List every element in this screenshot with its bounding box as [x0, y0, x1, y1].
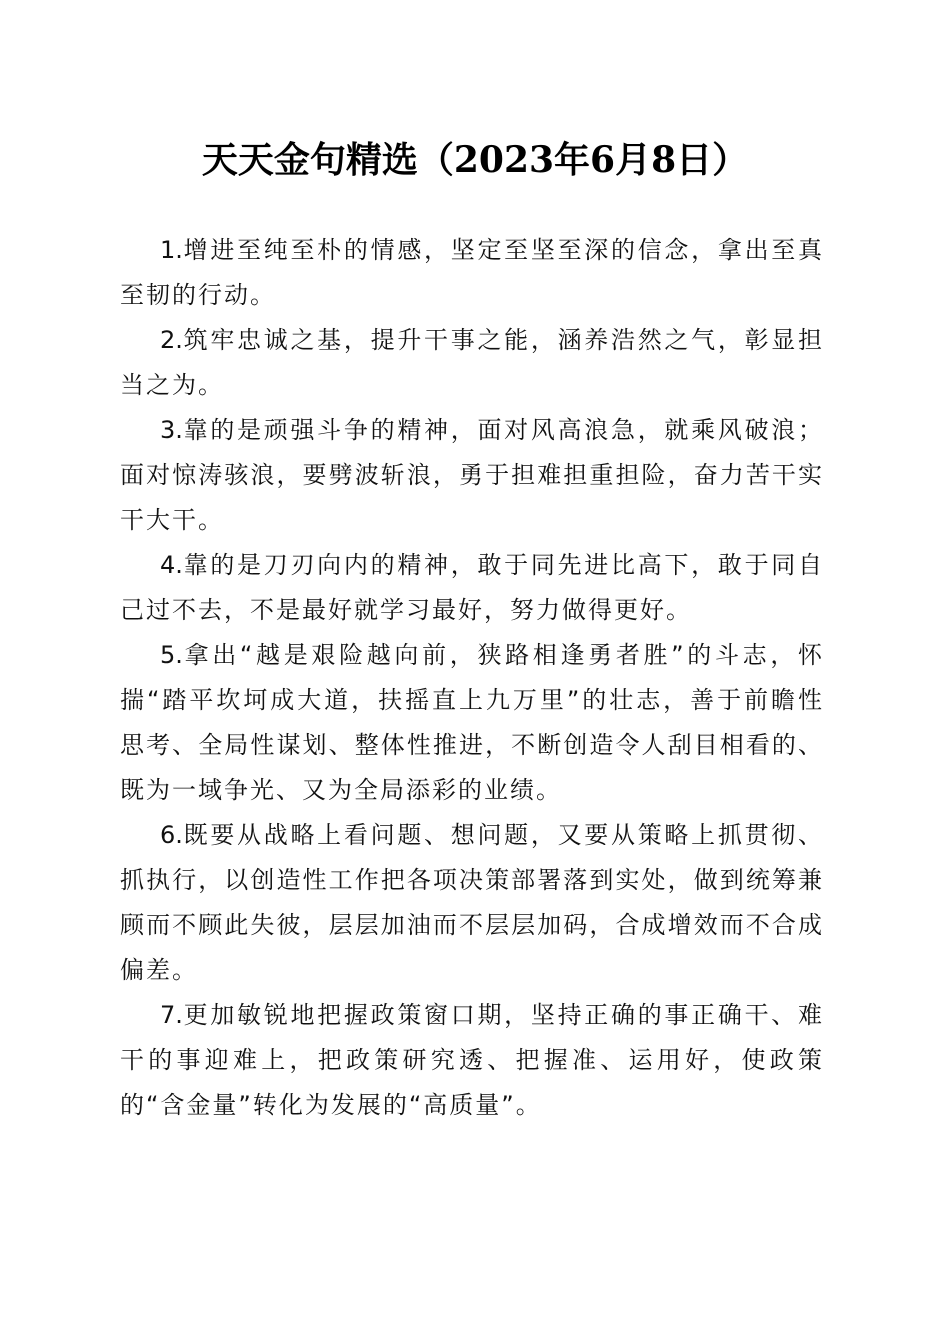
paragraph-number: 7.: [160, 1001, 183, 1029]
paragraph-text: 筑牢忠诚之基，提升干事之能，涵养浩然之气，彰显担当之为。: [120, 326, 824, 399]
paragraph-number: 2.: [160, 326, 183, 354]
paragraph-number: 6.: [160, 821, 183, 849]
paragraph-7: [120, 993, 824, 1128]
paragraph-text: 靠的是顽强斗争的精神，面对风高浪急，就乘风破浪；面对惊涛骇浪，要劈波斩浪，勇于担难担重担险，奋力苦干实干大干。: [120, 416, 824, 534]
paragraph-text: 增进至纯至朴的情感，坚定至坚至深的信念，拿出至真至韧的行动。: [120, 236, 824, 309]
paragraph-6: [120, 813, 824, 993]
paragraph-2: [120, 318, 824, 408]
paragraph-text: 更加敏锐地把握政策窗口期，坚持正确的事正确干、难干的事迎难上，把政策研究透、把握准、运用好，使政策的“含金量”转化为发展的“高质量”。: [120, 1001, 824, 1119]
document-body: [120, 228, 824, 1128]
paragraph-number: 3.: [160, 416, 183, 444]
paragraph-text: 靠的是刀刃向内的精神，敢于同先进比高下，敢于同自己过不去，不是最好就学习最好，努力做得更好。: [120, 551, 824, 624]
paragraph-3: [120, 408, 824, 543]
paragraph-text: 既要从战略上看问题、想问题，又要从策略上抓贯彻、抓执行，以创造性工作把各项决策部署落到实处，做到统筹兼顾而不顾此失彼，层层加油而不层层加码，合成增效而不合成偏差。: [120, 821, 824, 984]
paragraph-1: [120, 228, 824, 318]
page-title: 天天金句精选（2023年6月8日）: [201, 139, 749, 181]
paragraph-4: [120, 543, 824, 633]
paragraph-number: 1.: [160, 236, 183, 264]
paragraph-5: [120, 633, 824, 813]
paragraph-number: 5.: [160, 641, 183, 669]
paragraph-text: 拿出“越是艰险越向前，狭路相逢勇者胜”的斗志，怀揣“踏平坎坷成大道，扶摇直上九万里”的壮志，善于前瞻性思考、全局性谋划、整体性推进，不断创造令人刮目相看的、既为一域争光、又为全局添彩的业绩。: [120, 641, 824, 804]
paragraph-number: 4.: [160, 551, 183, 579]
